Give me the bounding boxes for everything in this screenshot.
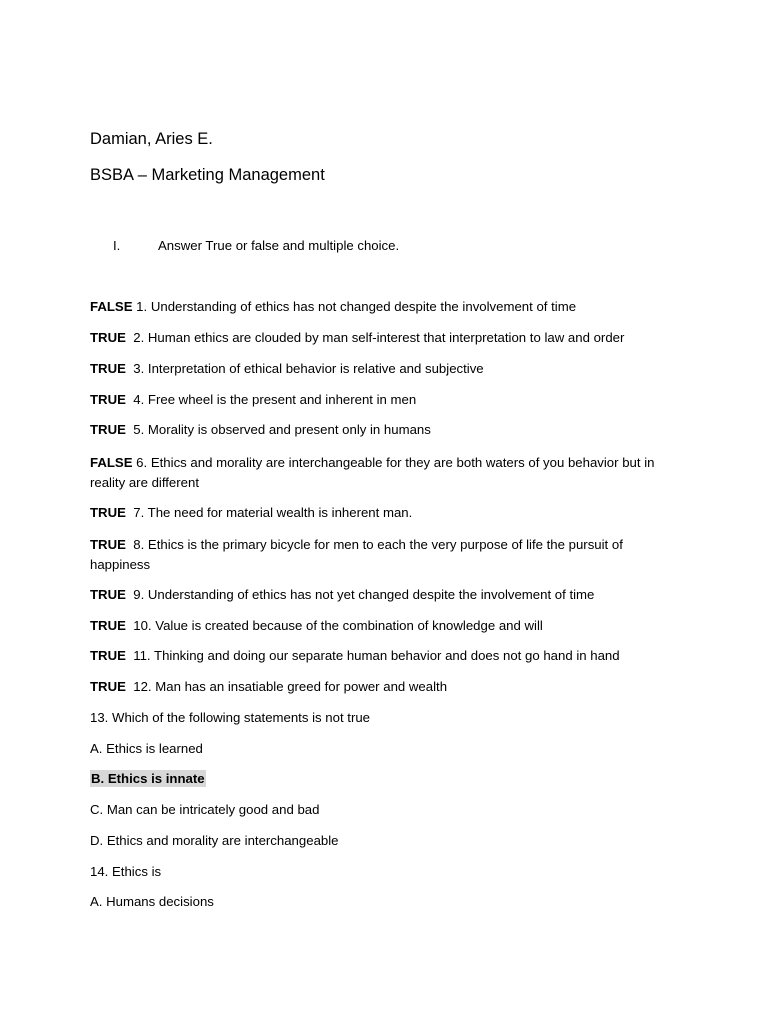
- item-text: Understanding of ethics has not changed despite the involvement of time: [150, 299, 577, 314]
- item-number: 7.: [133, 505, 145, 520]
- list-item: [90, 361, 484, 376]
- student-name: Damian, Aries E.: [90, 130, 213, 148]
- list-item: [90, 422, 431, 437]
- answer-label: FALSE: [90, 455, 133, 470]
- item-number: 2.: [133, 330, 145, 345]
- q13-option-a: A. Ethics is learned: [90, 741, 203, 756]
- answer-label: TRUE: [90, 505, 126, 520]
- item-text: Value is created because of the combination of knowledge and will: [155, 618, 543, 633]
- item-text: Interpretation of ethical behavior is relative and subjective: [147, 361, 484, 376]
- item-text: The need for material wealth is inherent man.: [147, 505, 413, 520]
- highlighted-answer: B. Ethics is innate: [91, 771, 205, 786]
- item-number: 9.: [133, 587, 145, 602]
- answer-label: TRUE: [90, 537, 126, 552]
- q13-option-b-selected: [90, 771, 206, 786]
- q13-option-c: C. Man can be intricately good and bad: [90, 802, 320, 817]
- course-title: BSBA – Marketing Management: [90, 166, 325, 184]
- list-item: [90, 392, 416, 407]
- list-item: [90, 535, 680, 575]
- item-text: Morality is observed and present only in humans: [147, 422, 431, 437]
- item-number: 4.: [133, 392, 145, 407]
- item-text: Understanding of ethics has not yet changed despite the involvement of time: [147, 587, 595, 602]
- item-number: 10.: [133, 618, 152, 633]
- q14-option-a: A. Humans decisions: [90, 894, 214, 909]
- item-number: 1.: [136, 299, 148, 314]
- list-item: [90, 505, 412, 520]
- answer-label: TRUE: [90, 618, 126, 633]
- item-number: 8.: [133, 537, 145, 552]
- item-text: Ethics and morality are interchangeable for they are both waters of you behavior but in reality are different: [90, 455, 655, 490]
- item-text: Human ethics are clouded by man self-interest that interpretation to law and order: [147, 330, 625, 345]
- answer-label: TRUE: [90, 587, 126, 602]
- answer-label: TRUE: [90, 330, 126, 345]
- answer-label: FALSE: [90, 299, 133, 314]
- list-item: [90, 587, 594, 602]
- item-number: 12.: [133, 679, 152, 694]
- instruction-text: Answer True or false and multiple choice.: [158, 238, 400, 253]
- list-item: [90, 330, 624, 345]
- item-text: Free wheel is the present and inherent in men: [147, 392, 417, 407]
- answer-label: TRUE: [90, 392, 126, 407]
- answer-label: TRUE: [90, 679, 126, 694]
- item-number: 11.: [133, 648, 151, 663]
- q13-option-d: D. Ethics and morality are interchangeable: [90, 833, 339, 848]
- answer-label: TRUE: [90, 422, 126, 437]
- list-item: [90, 299, 576, 314]
- instruction-number: I.: [113, 238, 121, 253]
- item-number: 5.: [133, 422, 145, 437]
- list-item: [90, 618, 543, 633]
- question-13: 13. Which of the following statements is not true: [90, 710, 371, 725]
- list-item: [90, 679, 447, 694]
- answer-label: TRUE: [90, 361, 126, 376]
- question-14: 14. Ethics is: [90, 864, 162, 879]
- item-text: Man has an insatiable greed for power and wealth: [155, 679, 448, 694]
- item-text: Ethics is the primary bicycle for men to each the very purpose of life the pursuit of happiness: [90, 537, 623, 572]
- item-number: 6.: [136, 455, 148, 470]
- list-item: [90, 648, 620, 663]
- answer-label: TRUE: [90, 648, 126, 663]
- list-item: [90, 453, 680, 493]
- item-text: Thinking and doing our separate human behavior and does not go hand in hand: [154, 648, 620, 663]
- item-number: 3.: [133, 361, 145, 376]
